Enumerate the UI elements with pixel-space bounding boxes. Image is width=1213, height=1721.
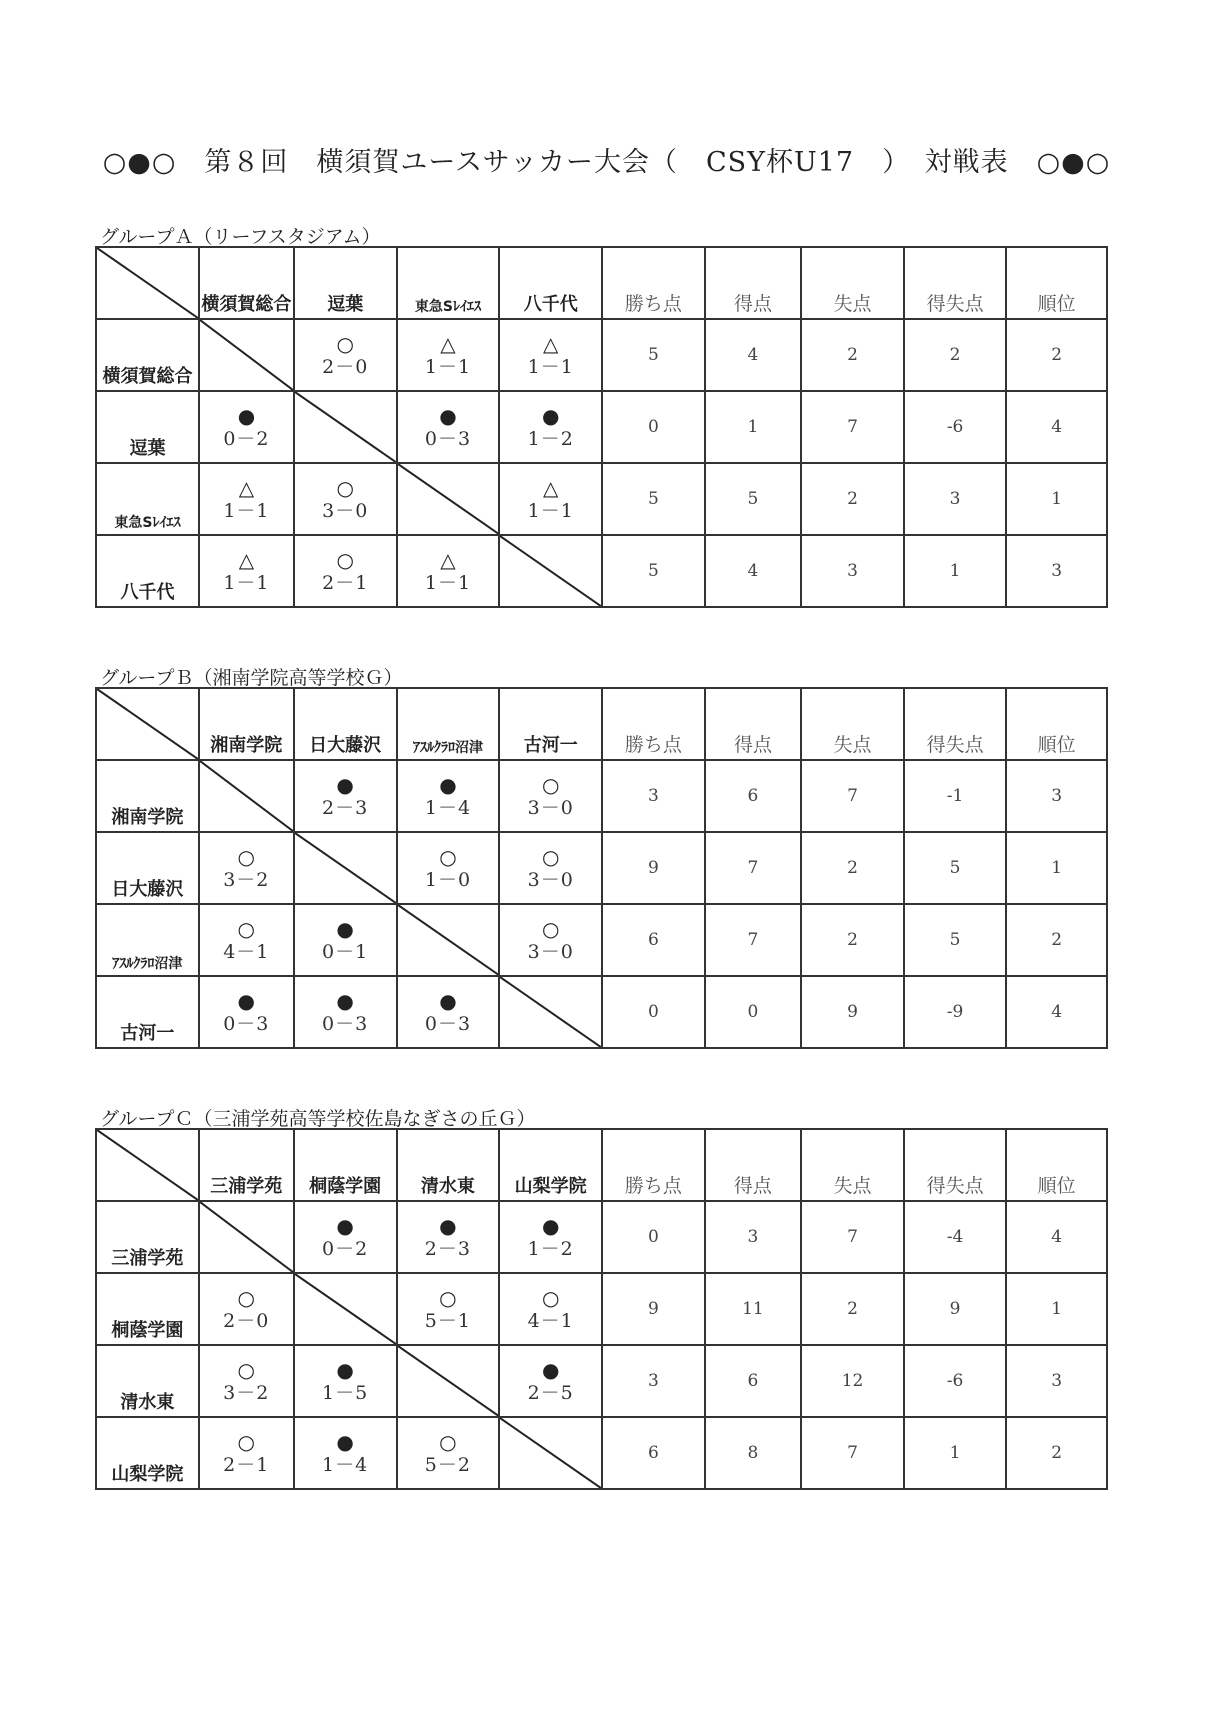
stat-value: 1 <box>1006 463 1107 535</box>
match-score: 0－2 <box>223 428 270 450</box>
stat-header: 得失点 <box>904 688 1007 760</box>
match-result-cell <box>294 976 397 1048</box>
result-symbol: ○ <box>336 548 354 572</box>
team-row-name: 湘南学院 <box>96 760 199 832</box>
match-score: 4－1 <box>223 941 270 963</box>
stat-value: 6 <box>705 760 802 832</box>
stat-value: -1 <box>904 760 1007 832</box>
stat-header: 勝ち点 <box>602 688 705 760</box>
stat-header: 勝ち点 <box>602 247 705 319</box>
result-symbol: ● <box>336 1358 354 1382</box>
stat-value: 4 <box>1006 391 1107 463</box>
stat-value: 5 <box>602 463 705 535</box>
stat-value: 2 <box>801 463 904 535</box>
stat-header: 得点 <box>705 1129 802 1201</box>
team-row-name: 桐蔭学園 <box>96 1273 199 1345</box>
match-result-cell <box>499 1201 602 1273</box>
match-result-cell <box>294 904 397 976</box>
stat-header: 順位 <box>1006 688 1107 760</box>
match-score: 3－0 <box>527 941 574 963</box>
match-score: 0－3 <box>424 428 472 450</box>
team-row-name: 山梨学院 <box>96 1417 199 1489</box>
match-result-cell <box>199 535 294 607</box>
match-score: 3－2 <box>223 869 270 891</box>
team-row-name: 古河一 <box>96 976 199 1048</box>
match-score: 0－2 <box>322 1238 369 1260</box>
page-title: ○●○ 第８回 横須賀ユースサッカー大会（ CSY杯U17 ） 対戦表 ○●○ <box>102 147 1111 178</box>
stat-value: 2 <box>801 1273 904 1345</box>
stat-value: 2 <box>1006 904 1107 976</box>
match-result-cell <box>199 1273 294 1345</box>
stat-value: 7 <box>705 832 802 904</box>
stat-header: 失点 <box>801 688 904 760</box>
match-result-cell <box>499 463 602 535</box>
team-row <box>96 1417 1107 1489</box>
match-result-cell <box>499 319 602 391</box>
result-symbol: ● <box>336 917 354 941</box>
self-match-cell <box>397 1345 500 1417</box>
stat-value: 1 <box>705 391 802 463</box>
self-match-cell <box>294 1273 397 1345</box>
match-result-cell <box>397 319 500 391</box>
stat-value: 3 <box>1006 1345 1107 1417</box>
result-symbol: △ <box>543 476 559 500</box>
self-match-cell <box>199 1201 294 1273</box>
stat-value: 6 <box>602 1417 705 1489</box>
result-symbol: ○ <box>439 1286 457 1310</box>
match-result-cell <box>294 319 397 391</box>
result-symbol: △ <box>440 332 456 356</box>
stat-value: -4 <box>904 1201 1007 1273</box>
stat-value: 3 <box>1006 535 1107 607</box>
result-symbol: ● <box>237 404 256 428</box>
match-result-cell <box>294 1345 397 1417</box>
standings-table <box>95 1128 1108 1490</box>
match-score: 2－5 <box>527 1382 574 1404</box>
team-column-header: 古河一 <box>499 688 602 760</box>
result-symbol: ● <box>336 1430 354 1454</box>
team-row-name: 三浦学苑 <box>96 1201 199 1273</box>
stat-value: 7 <box>801 1201 904 1273</box>
self-match-cell <box>397 463 500 535</box>
stat-value: 5 <box>602 535 705 607</box>
corner-cell <box>96 247 199 319</box>
team-row <box>96 463 1107 535</box>
team-column-header: 湘南学院 <box>199 688 294 760</box>
team-row <box>96 976 1107 1048</box>
stat-value: 9 <box>801 976 904 1048</box>
stat-value: 7 <box>801 760 904 832</box>
match-result-cell <box>397 1273 500 1345</box>
result-symbol: ○ <box>541 1286 560 1310</box>
stat-value: 1 <box>1006 832 1107 904</box>
team-column-header: 清水東 <box>397 1129 500 1201</box>
team-column-header: 横須賀総合 <box>199 247 294 319</box>
match-score: 3－0 <box>527 797 574 819</box>
match-result-cell <box>397 1201 500 1273</box>
self-match-cell <box>499 976 602 1048</box>
match-result-cell <box>397 1417 500 1489</box>
match-result-cell <box>499 1273 602 1345</box>
self-match-cell <box>499 1417 602 1489</box>
stat-value: 7 <box>801 1417 904 1489</box>
match-result-cell <box>199 976 294 1048</box>
result-symbol: ● <box>439 989 457 1013</box>
team-row <box>96 760 1107 832</box>
match-score: 3－0 <box>322 500 369 522</box>
match-result-cell <box>397 535 500 607</box>
team-column-header: 東急Sﾚｲｴｽ <box>397 247 500 319</box>
match-result-cell <box>294 463 397 535</box>
stat-header: 勝ち点 <box>602 1129 705 1201</box>
match-result-cell <box>294 760 397 832</box>
result-symbol: ● <box>336 989 354 1013</box>
match-result-cell <box>199 832 294 904</box>
match-score: 3－2 <box>223 1382 270 1404</box>
header-row <box>96 688 1107 760</box>
stat-header: 得点 <box>705 688 802 760</box>
match-score: 1－1 <box>223 500 270 522</box>
stat-value: 4 <box>705 319 802 391</box>
stat-value: 12 <box>801 1345 904 1417</box>
stat-value: 3 <box>801 535 904 607</box>
team-column-header: 日大藤沢 <box>294 688 397 760</box>
team-row <box>96 535 1107 607</box>
corner-cell <box>96 1129 199 1201</box>
stat-value: -6 <box>904 391 1007 463</box>
match-score: 1－4 <box>322 1454 369 1476</box>
standings-table <box>95 687 1108 1049</box>
stat-value: 1 <box>1006 1273 1107 1345</box>
result-symbol: △ <box>440 548 456 572</box>
stat-value: 3 <box>904 463 1007 535</box>
result-symbol: ○ <box>542 773 560 797</box>
team-row <box>96 1273 1107 1345</box>
stat-header: 順位 <box>1006 1129 1107 1201</box>
match-result-cell <box>294 1201 397 1273</box>
stat-value: 9 <box>904 1273 1007 1345</box>
match-result-cell <box>397 391 500 463</box>
match-score: 3－0 <box>527 869 574 891</box>
result-symbol: ● <box>439 1214 457 1238</box>
stat-header: 得失点 <box>904 247 1007 319</box>
stat-value: 0 <box>602 976 705 1048</box>
team-row-name: 八千代 <box>96 535 199 607</box>
match-score: 0－1 <box>322 941 369 963</box>
match-score: 1－2 <box>527 1238 574 1260</box>
corner-cell <box>96 688 199 760</box>
self-match-cell <box>199 319 294 391</box>
stat-value: 4 <box>1006 1201 1107 1273</box>
match-score: 2－1 <box>223 1454 270 1476</box>
team-column-header: 逗葉 <box>294 247 397 319</box>
match-score: 0－3 <box>322 1013 369 1035</box>
match-result-cell <box>499 904 602 976</box>
team-row-name: 東急Sﾚｲｴｽ <box>96 463 199 535</box>
stat-value: 5 <box>904 832 1007 904</box>
result-symbol: ○ <box>336 476 354 500</box>
result-symbol: ○ <box>439 1430 457 1454</box>
team-row <box>96 1345 1107 1417</box>
result-symbol: ○ <box>542 845 560 869</box>
self-match-cell <box>294 391 397 463</box>
self-match-cell <box>294 832 397 904</box>
team-row <box>96 391 1107 463</box>
match-result-cell <box>199 391 294 463</box>
match-result-cell <box>397 832 500 904</box>
team-row <box>96 319 1107 391</box>
result-symbol: ○ <box>237 917 255 941</box>
team-row-name: 横須賀総合 <box>96 319 199 391</box>
stat-header: 順位 <box>1006 247 1107 319</box>
stat-value: 6 <box>705 1345 802 1417</box>
stat-value: 4 <box>1006 976 1107 1048</box>
stat-value: 11 <box>705 1273 802 1345</box>
team-column-header: 三浦学苑 <box>199 1129 294 1201</box>
standings-table <box>95 246 1108 608</box>
match-score: 2－0 <box>322 356 369 378</box>
result-symbol: ● <box>439 404 457 428</box>
stat-value: 1 <box>904 535 1007 607</box>
stat-header: 得失点 <box>904 1129 1007 1201</box>
match-score: 1－5 <box>322 1382 369 1404</box>
stat-value: 1 <box>904 1417 1007 1489</box>
result-symbol: ● <box>541 1358 560 1382</box>
stat-value: 2 <box>801 832 904 904</box>
result-symbol: ● <box>542 404 560 428</box>
match-result-cell <box>397 976 500 1048</box>
result-symbol: ○ <box>237 1286 255 1310</box>
stat-value: 2 <box>904 319 1007 391</box>
group-label: グループＣ（三浦学苑高等学校佐島なぎさの丘Ｇ） <box>100 1108 536 1130</box>
result-symbol: ● <box>439 773 457 797</box>
stat-value: 6 <box>602 904 705 976</box>
match-score: 1－0 <box>424 869 472 891</box>
result-symbol: ● <box>237 989 255 1013</box>
match-score: 2－3 <box>424 1238 471 1260</box>
match-score: 1－1 <box>223 572 270 594</box>
team-row-name: ｱｽﾙｸﾗﾛ沼津 <box>96 904 199 976</box>
stat-value: 8 <box>705 1417 802 1489</box>
result-symbol: ○ <box>542 917 560 941</box>
match-score: 4－1 <box>527 1310 574 1332</box>
result-symbol: ● <box>336 773 354 797</box>
stat-value: -9 <box>904 976 1007 1048</box>
match-result-cell <box>199 463 294 535</box>
team-row <box>96 832 1107 904</box>
self-match-cell <box>199 760 294 832</box>
stat-value: 3 <box>1006 760 1107 832</box>
team-row-name: 日大藤沢 <box>96 832 199 904</box>
team-row-name: 清水東 <box>96 1345 199 1417</box>
match-score: 1－4 <box>424 797 472 819</box>
match-score: 1－1 <box>424 572 472 594</box>
stat-value: 7 <box>705 904 802 976</box>
result-symbol: △ <box>238 476 255 500</box>
result-symbol: ○ <box>237 1430 255 1454</box>
team-column-header: ｱｽﾙｸﾗﾛ沼津 <box>397 688 500 760</box>
match-score: 2－1 <box>322 572 369 594</box>
match-result-cell <box>199 1417 294 1489</box>
stat-value: 3 <box>705 1201 802 1273</box>
match-result-cell <box>294 1417 397 1489</box>
match-score: 5－1 <box>424 1310 471 1332</box>
result-symbol: ○ <box>439 845 457 869</box>
header-row <box>96 247 1107 319</box>
result-symbol: ● <box>541 1214 560 1238</box>
match-score: 1－1 <box>527 500 574 522</box>
match-result-cell <box>397 760 500 832</box>
match-score: 1－1 <box>424 356 472 378</box>
stat-value: 3 <box>602 1345 705 1417</box>
match-result-cell <box>294 535 397 607</box>
match-result-cell <box>199 904 294 976</box>
stat-value: 2 <box>1006 1417 1107 1489</box>
match-score: 1－2 <box>527 428 574 450</box>
team-column-header: 桐蔭学園 <box>294 1129 397 1201</box>
self-match-cell <box>499 535 602 607</box>
team-row-name: 逗葉 <box>96 391 199 463</box>
result-symbol: ● <box>336 1214 354 1238</box>
team-column-header: 山梨学院 <box>499 1129 602 1201</box>
stat-value: 5 <box>705 463 802 535</box>
group-label: グループＢ（湘南学院高等学校Ｇ） <box>100 667 403 689</box>
match-score: 2－3 <box>322 797 369 819</box>
match-score: 0－3 <box>424 1013 472 1035</box>
stat-header: 失点 <box>801 1129 904 1201</box>
match-score: 1－1 <box>527 356 574 378</box>
stat-value: 3 <box>602 760 705 832</box>
team-row <box>96 904 1107 976</box>
stat-value: 7 <box>801 391 904 463</box>
stat-value: 5 <box>602 319 705 391</box>
header-row <box>96 1129 1107 1201</box>
group-label: グループＡ（リーフスタジアム） <box>100 226 381 248</box>
stat-value: 0 <box>705 976 802 1048</box>
match-result-cell <box>499 1345 602 1417</box>
stat-value: 0 <box>602 1201 705 1273</box>
match-result-cell <box>499 391 602 463</box>
result-symbol: ○ <box>237 1358 255 1382</box>
stat-value: 2 <box>1006 319 1107 391</box>
stat-value: 9 <box>602 1273 705 1345</box>
match-result-cell <box>199 1345 294 1417</box>
stat-value: 2 <box>801 904 904 976</box>
stat-header: 失点 <box>801 247 904 319</box>
match-score: 0－3 <box>223 1013 270 1035</box>
stat-header: 得点 <box>705 247 802 319</box>
result-symbol: △ <box>238 548 255 572</box>
match-score: 5－2 <box>424 1454 471 1476</box>
team-column-header: 八千代 <box>499 247 602 319</box>
match-result-cell <box>499 760 602 832</box>
stat-value: 2 <box>801 319 904 391</box>
self-match-cell <box>397 904 500 976</box>
stat-value: -6 <box>904 1345 1007 1417</box>
stat-value: 5 <box>904 904 1007 976</box>
result-symbol: ○ <box>336 332 354 356</box>
stat-value: 4 <box>705 535 802 607</box>
match-result-cell <box>499 832 602 904</box>
stat-value: 9 <box>602 832 705 904</box>
stat-value: 0 <box>602 391 705 463</box>
result-symbol: ○ <box>237 845 255 869</box>
result-symbol: △ <box>543 332 559 356</box>
match-score: 2－0 <box>223 1310 270 1332</box>
team-row <box>96 1201 1107 1273</box>
